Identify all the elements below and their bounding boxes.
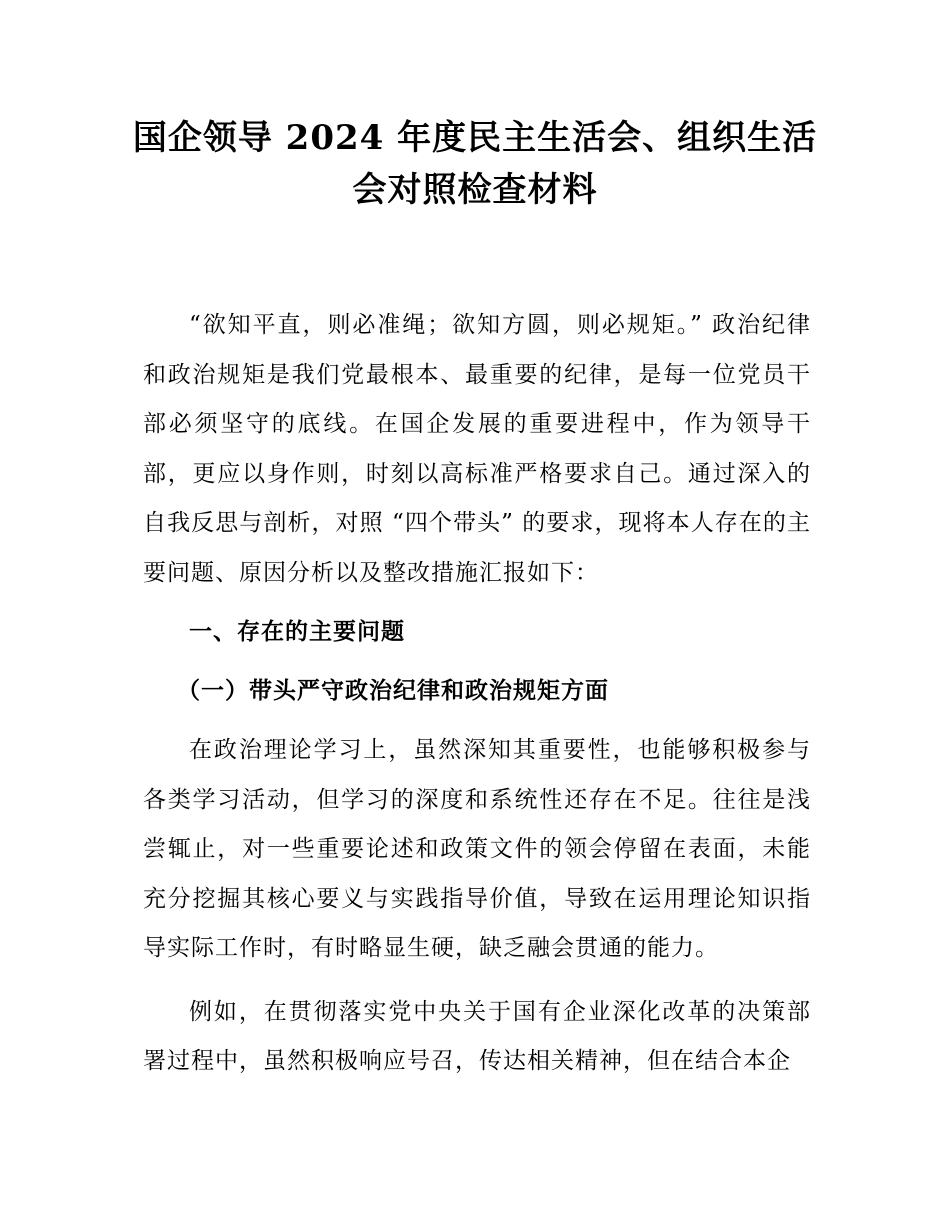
- document-title: [0, 112, 950, 216]
- title-line-2: 会对照检查材料: [352, 170, 598, 210]
- body-paragraph: 在政治理论学习上，虽然深知其重要性，也能够积极参与各类学习活动，但学习的深度和系统性还存在不足。往往是浅尝辄止，对一些重要论述和政策文件的领会停留在表面，未能充分挖掘其核心要义与实践指导价值，导致在运用理论知识指导实际工作时，有时略显生硬，缺乏融会贯通的能力。: [143, 737, 811, 961]
- section-heading: 一、存在的主要问题: [189, 619, 405, 645]
- body-paragraph: 例如，在贯彻落实党中央关于国有企业深化改革的决策部署过程中，虽然积极响应号召，传达相关精神，但在结合本企: [143, 998, 811, 1074]
- subsection-heading: （一）带头严守政治纪律和政治规矩方面: [177, 677, 609, 704]
- document-body: [143, 301, 811, 1087]
- title-line-1: 国企领导 2024 年度民主生活会、组织生活: [132, 118, 818, 158]
- intro-paragraph: “欲知平直，则必准绳；欲知方圆，则必规矩。” 政治纪律和政治规矩是我们党最根本、最重要的纪律，是每一位党员干部必须坚守的底线。在国企发展的重要进程中，作为领导干部，更应以身作则，时刻以高标准严格要求自己。通过深入的自我反思与剖析，对照 “四个带头” 的要求，现将本人存在的主要问题、原因分析以及整改措施汇报如下：: [143, 312, 811, 586]
